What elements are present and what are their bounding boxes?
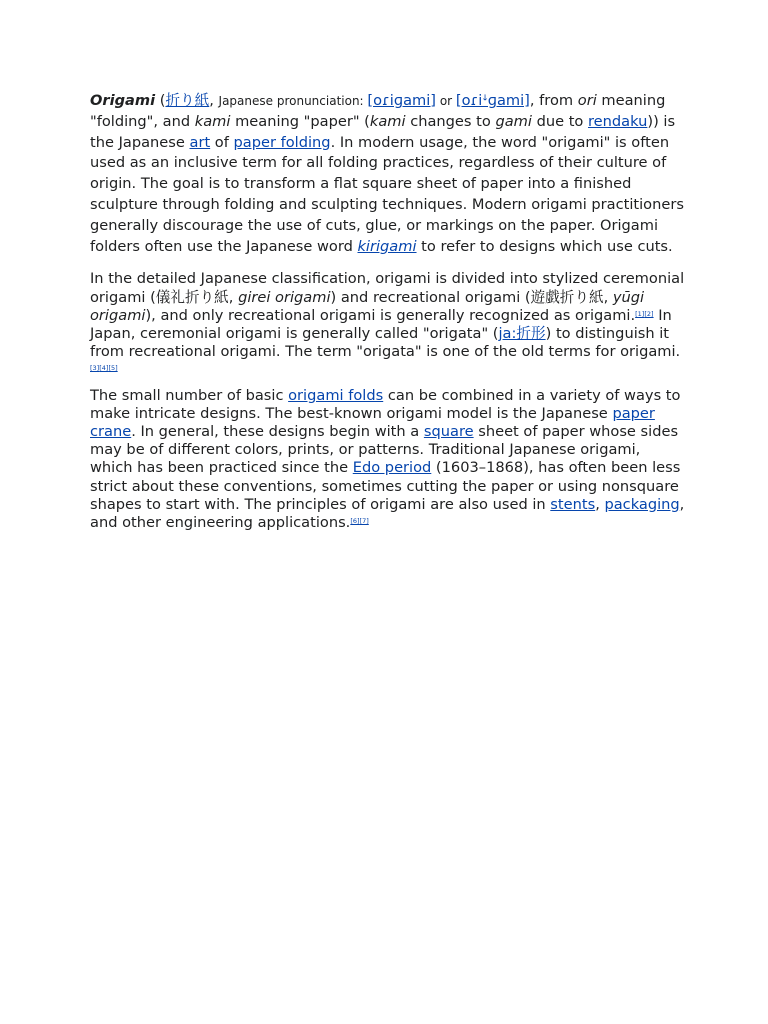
japanese-word-link[interactable]: 折り紙: [165, 92, 210, 109]
article-title-term: Origami: [90, 92, 156, 109]
rendaku-link[interactable]: rendaku: [588, 112, 648, 130]
ipa-link-1[interactable]: [oɾiɡami]: [367, 92, 436, 109]
intro-paragraph: [90, 91, 685, 257]
text-span: . In modern usage, the word "origami" is often used as an inclusive term for all folding practices, regardless of their culture of origin. The goal is to transform a flat square sheet of paper into a finished sculpture through folding and sculpting techniques. Modern origami practitioners generally discourage the use of cuts, glue, or markings on the paper. Origami folders often use the Japanese word: [90, 133, 684, 255]
term-girei-origami: girei origami: [238, 288, 331, 306]
reference-group: [635, 310, 653, 318]
reference-link-5[interactable]: [5]: [108, 364, 118, 373]
reference-group: [90, 364, 118, 372]
techniques-paragraph: [90, 387, 685, 533]
text-span: meaning "folding", and: [90, 92, 666, 130]
art-link[interactable]: art: [189, 133, 211, 151]
reference-link-2[interactable]: [2]: [644, 309, 654, 318]
text-span: (1603–1868), has often been less strict about these conventions, sometimes cutting the paper or using nonsquare shapes to start with. The principles of origami are also used in: [90, 459, 681, 513]
text-span: ,: [228, 288, 239, 306]
term-gami: gami: [495, 112, 532, 130]
text-span: to refer to designs which use cuts.: [416, 237, 673, 255]
text-span: The small number of basic: [90, 386, 289, 404]
text-span: , from: [529, 92, 578, 109]
stents-link[interactable]: stents: [550, 495, 596, 513]
text-span: meaning "paper" (: [230, 112, 370, 130]
text-span: ,: [603, 288, 613, 306]
text-span: is the Japanese: [90, 112, 676, 151]
reference-link-4[interactable]: [4]: [99, 364, 109, 373]
text-span: can be combined in a variety of ways to make intricate designs. The best-known origami model is the Japanese: [90, 386, 681, 422]
text-span: ) to distinguish it from recreational origami. The term "origata" is one of the old terms for origami.: [90, 324, 681, 361]
or-text: or: [436, 94, 456, 108]
paper-folding-link[interactable]: paper folding: [233, 133, 331, 151]
text-span: (: [155, 92, 166, 109]
packaging-link[interactable]: packaging: [604, 495, 680, 513]
text-span: , and other engineering applications.: [90, 495, 685, 532]
text-span: ) and recreational origami (: [330, 288, 531, 306]
text-span: ), and only recreational origami is generally recognized as origami.: [145, 306, 636, 324]
term-kami-2: kami: [369, 112, 406, 130]
text-span: of: [210, 133, 234, 151]
reference-link-6[interactable]: [6]: [350, 517, 360, 526]
reference-link-1[interactable]: [1]: [635, 309, 645, 318]
text-span: changes to: [405, 112, 496, 130]
text-span: ,: [595, 495, 605, 513]
reference-link-7[interactable]: [7]: [359, 517, 369, 526]
text-span: In the detailed Japanese classification, origami is divided into stylized ceremonial origami (: [90, 270, 685, 306]
classification-paragraph: [90, 270, 685, 379]
edo-period-link[interactable]: Edo period: [352, 459, 432, 477]
reference-group: [350, 517, 368, 525]
term-ori: ori: [577, 92, 597, 109]
ipa-link-2[interactable]: [oɾiꜜɡami]: [455, 92, 530, 109]
japanese-term: 遊戯折り紙: [530, 288, 604, 306]
term-kami: kami: [194, 112, 231, 130]
reference-link-3[interactable]: [3]: [90, 364, 100, 373]
text-span: In Japan, ceremonial origami is generally called "origata" (: [90, 306, 672, 342]
text-span: ,: [209, 92, 219, 109]
text-span: )): [647, 112, 659, 130]
text-span: . In general, these designs begin with a: [131, 423, 424, 440]
text-span: due to: [531, 112, 588, 130]
paper-crane-link[interactable]: paper crane: [90, 404, 655, 440]
text-span: sheet of paper whose sides may be of different colors, prints, or patterns. Traditional Japanese origami, which has been practiced since the: [90, 423, 679, 477]
term-yugi-origami: yūgi origami: [90, 288, 645, 324]
pronunciation-label: Japanese pronunciation:: [218, 94, 368, 108]
square-link[interactable]: square: [423, 423, 474, 440]
article-body: [90, 91, 685, 532]
origami-folds-link[interactable]: origami folds: [288, 386, 384, 404]
kirigami-link[interactable]: kirigami: [357, 237, 417, 255]
ja-origata-link[interactable]: ja:折形: [498, 324, 546, 342]
japanese-term: 儀礼折り紙: [155, 288, 229, 306]
